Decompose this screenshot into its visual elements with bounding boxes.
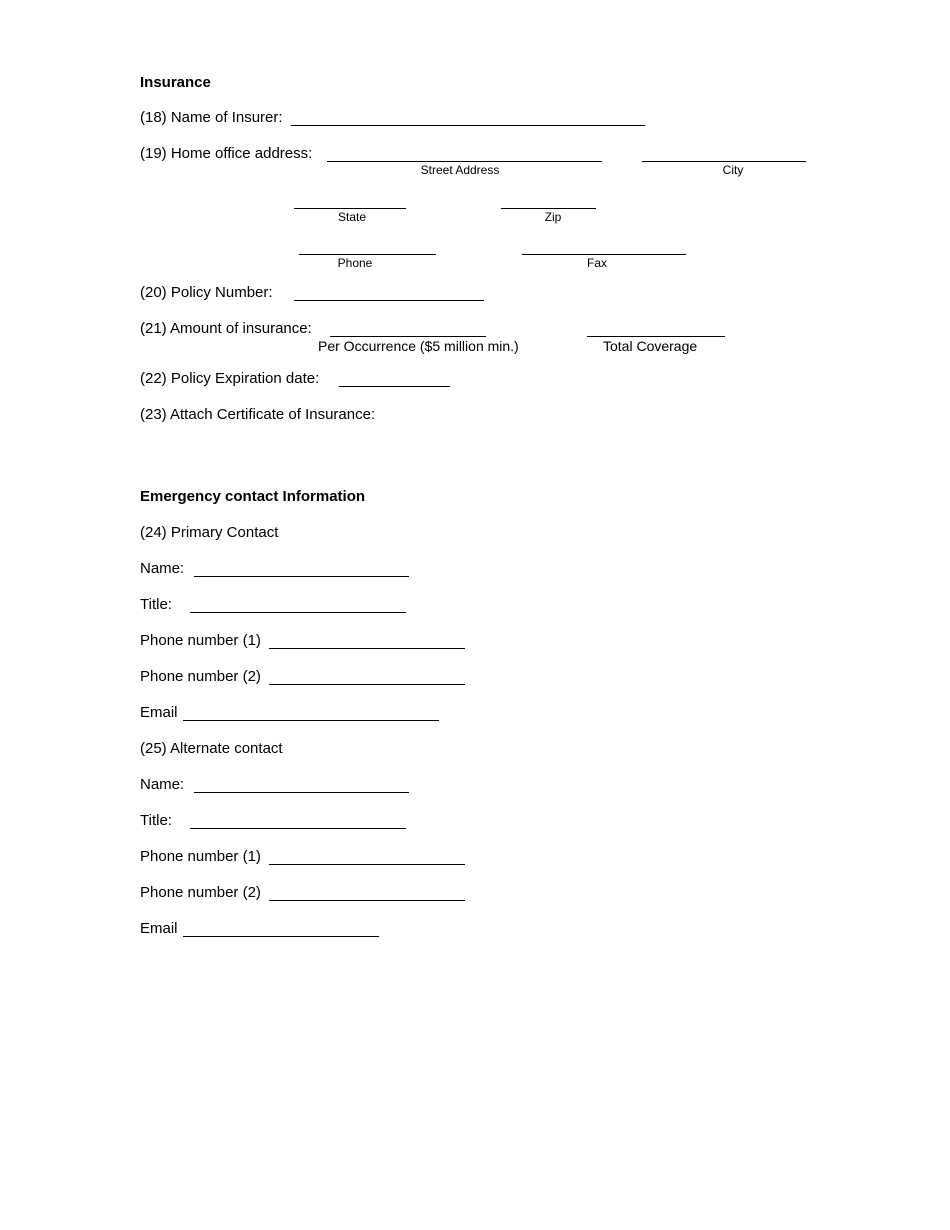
phone-field[interactable] bbox=[299, 254, 436, 255]
primary-phone2-field[interactable] bbox=[269, 684, 465, 685]
primary-title-field[interactable] bbox=[190, 612, 406, 613]
fax-caption: Fax bbox=[586, 256, 607, 270]
city-field[interactable] bbox=[642, 161, 806, 162]
total-coverage-caption: Total Coverage bbox=[603, 338, 698, 354]
primary-contact-title: (24) Primary Contact bbox=[140, 524, 279, 541]
primary-phone2-label: Phone number (2) bbox=[140, 668, 261, 685]
insurance-heading: Insurance bbox=[140, 74, 211, 91]
amount-of-insurance-label: (21) Amount of insurance: bbox=[140, 320, 312, 337]
alternate-phone1-field[interactable] bbox=[269, 864, 465, 865]
primary-title-label: Title: bbox=[140, 596, 172, 613]
policy-expiration-field[interactable] bbox=[339, 386, 450, 387]
emergency-contact-heading: Emergency contact Information bbox=[140, 488, 366, 505]
policy-expiration-label: (22) Policy Expiration date: bbox=[140, 370, 320, 387]
city-caption: City bbox=[722, 163, 744, 177]
street-address-field[interactable] bbox=[327, 161, 602, 162]
zip-field[interactable] bbox=[501, 208, 596, 209]
primary-name-label: Name: bbox=[140, 560, 185, 577]
alternate-contact-title: (25) Alternate contact bbox=[140, 740, 283, 757]
alternate-email-field[interactable] bbox=[183, 936, 379, 937]
primary-phone1-label: Phone number (1) bbox=[140, 632, 261, 649]
insurer-name-field[interactable] bbox=[291, 125, 645, 126]
home-office-address-label: (19) Home office address: bbox=[140, 145, 313, 162]
alternate-phone2-field[interactable] bbox=[269, 900, 465, 901]
per-occurrence-caption: Per Occurrence ($5 million min.) bbox=[318, 338, 519, 354]
alternate-title-field[interactable] bbox=[190, 828, 406, 829]
phone-caption: Phone bbox=[337, 256, 373, 270]
alternate-phone1-label: Phone number (1) bbox=[140, 848, 261, 865]
zip-caption: Zip bbox=[544, 210, 562, 224]
alternate-name-label: Name: bbox=[140, 776, 185, 793]
policy-number-field[interactable] bbox=[294, 300, 484, 301]
alternate-name-field[interactable] bbox=[194, 792, 409, 793]
primary-email-field[interactable] bbox=[183, 720, 439, 721]
street-address-caption: Street Address bbox=[420, 163, 500, 177]
state-caption: State bbox=[337, 210, 367, 224]
primary-name-field[interactable] bbox=[194, 576, 409, 577]
alternate-phone2-label: Phone number (2) bbox=[140, 884, 261, 901]
fax-field[interactable] bbox=[522, 254, 686, 255]
insurer-name-label: (18) Name of Insurer: bbox=[140, 109, 283, 126]
policy-number-label: (20) Policy Number: bbox=[140, 284, 273, 301]
primary-email-label: Email bbox=[140, 704, 178, 721]
alternate-email-label: Email bbox=[140, 920, 178, 937]
attach-certificate-label: (23) Attach Certificate of Insurance: bbox=[140, 406, 376, 423]
state-field[interactable] bbox=[294, 208, 406, 209]
alternate-title-label: Title: bbox=[140, 812, 172, 829]
primary-phone1-field[interactable] bbox=[269, 648, 465, 649]
